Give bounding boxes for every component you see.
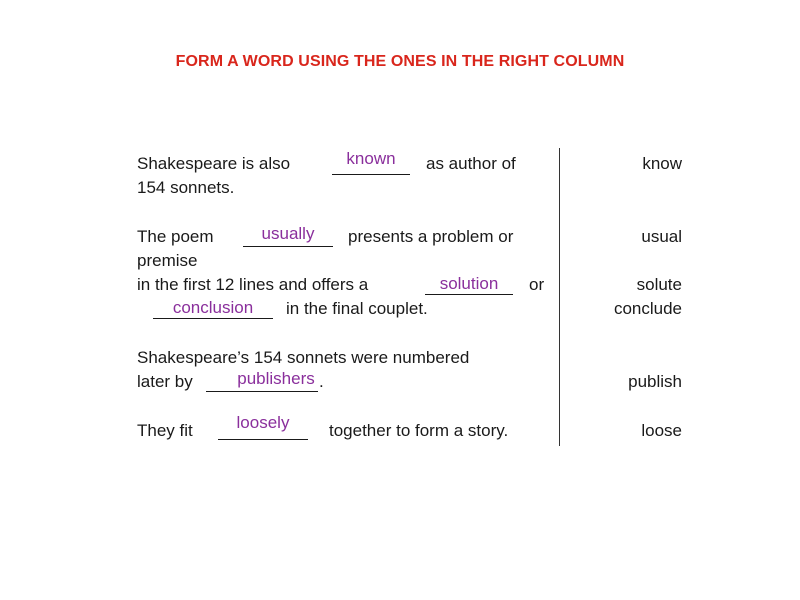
answer-solution: solution [439,274,499,293]
answer-usually: usually [261,224,315,243]
answer-publishers: publishers [237,369,315,388]
column-divider [559,148,560,446]
answer-blank-3[interactable] [425,294,513,295]
base-word-know: know [642,154,682,173]
sentence-3-line-1: Shakespeare’s 154 sonnets were numbered [137,348,470,367]
base-word-conclude: conclude [613,299,682,318]
answer-known: known [346,149,396,168]
base-word-usual: usual [641,227,682,246]
sentence-2-text-start: The poem [137,227,214,246]
exercise-title: FORM A WORD USING THE ONES IN THE RIGHT COLUMN [175,53,625,70]
answer-loosely: loosely [236,413,290,432]
base-word-loose: loose [641,421,682,440]
sentence-2-line-3-start: in the first 12 lines and offers a [137,275,369,294]
base-word-publish: publish [628,372,682,391]
answer-conclusion: conclusion [172,298,254,317]
sentence-1-text-end: as author of [426,154,516,173]
answer-blank-2[interactable] [243,246,333,247]
sentence-2-line-3-end: or [529,275,545,294]
answer-blank-6[interactable] [218,439,308,440]
answer-blank-1[interactable] [332,174,410,175]
answer-blank-4[interactable] [153,318,273,319]
answer-blank-5[interactable] [206,391,318,392]
sentence-4-text-start: They fit [137,421,193,440]
sentence-4-text-end: together to form a story. [329,421,509,440]
sentence-3-line-2-start: later by [137,372,193,391]
sentence-3-period: . [319,372,324,391]
base-word-solute: solute [636,275,682,294]
sentence-2-text-end: presents a problem or [348,227,514,246]
sentence-2-line-2: premise [137,251,198,270]
sentence-1-line-2: 154 sonnets. [137,178,235,197]
sentence-1-text-start: Shakespeare is also [137,154,291,173]
sentence-2-line-4: in the final couplet. [286,299,428,318]
